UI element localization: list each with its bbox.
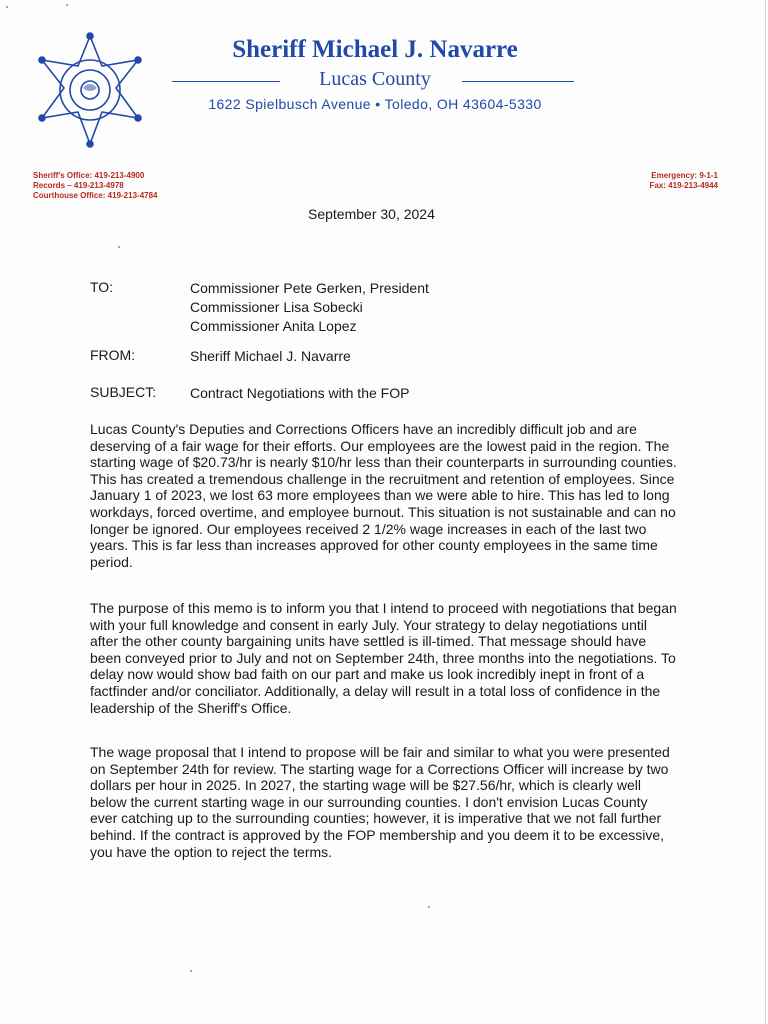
- county-row: [170, 68, 580, 94]
- recipient: Commissioner Lisa Sobecki: [190, 299, 363, 315]
- scan-edge: [765, 0, 766, 1024]
- contact-line: Courthouse Office: 419-213-4784: [33, 191, 158, 200]
- office-contacts: [33, 171, 158, 201]
- recipient: Commissioner Pete Gerken, President: [190, 280, 429, 296]
- contact-line: Records – 419-213-4978: [33, 181, 124, 190]
- subject-value: Contract Negotiations with the FOP: [190, 385, 410, 401]
- contact-line: Emergency: 9-1-1: [651, 171, 718, 180]
- body-paragraph-2: The purpose of this memo is to inform you that I intend to proceed with negotiations that began with your full knowledge and consent in early July. Your strategy to delay negotiations until after the other county bargaining units have settled is ill-timed. That message should have been conveyed prior to July and not on September 24th, three months into the negotiations. To delay now would show bad faith on our part and make us look incredibly inept in front of a factfinder and/or conciliator. Additionally, a delay will result in a total loss of confidence in the leadership of the Sheriff's Office.: [90, 600, 677, 716]
- to-recipients: [190, 279, 429, 336]
- contact-line: Sheriff's Office: 419-213-4900: [33, 171, 145, 180]
- county-name: Lucas County: [319, 68, 431, 90]
- contact-line: Fax: 419-213-4944: [649, 181, 718, 190]
- to-label: TO:: [90, 279, 114, 295]
- divider-right: [462, 81, 574, 82]
- memo-date: September 30, 2024: [308, 206, 435, 222]
- sheriff-star-badge-icon: [28, 30, 152, 154]
- scan-speck: [118, 246, 120, 248]
- body-paragraph-3: The wage proposal that I intend to propose will be fair and similar to what you were presented on September 24th for review. The starting wage for a Corrections Officer will increase by two dollars per hour in 2025. In 2027, the starting wage will be $27.56/hr, which is clearly well below the current starting wage in our surrounding counties. I don't envision Lucas County ever catching up to the surrounding counties; however, it is imperative that we not fall further behind. If the contract is approved by the FOP membership and you deem it to be excessive, you have the option to reject the terms.: [90, 744, 670, 860]
- scan-speck: [6, 6, 8, 8]
- recipient: Commissioner Anita Lopez: [190, 318, 357, 334]
- scan-speck: [428, 906, 430, 908]
- subject-label: SUBJECT:: [90, 384, 157, 400]
- body-paragraph-1: Lucas County's Deputies and Corrections Officers have an incredibly difficult job and are deserving of a fair wage for their efforts. Our employees are the lowest paid in the region. The starting wage of $20.73/hr is nearly $10/hr less than their counterparts in surrounding counties. This has created a tremendous challenge in the recruitment and retention of employees. Since January 1 of 2023, we lost 63 more employees than we were able to hire. This has led to long workdays, forced overtime, and employee burnout. This situation is not sustainable and can no longer be ignored. Our employees received 2 1/2% wage increases in each of the last two years. This is far less than increases approved for other county employees in the same time period.: [90, 421, 677, 570]
- scan-speck: [190, 970, 192, 972]
- scan-speck: [66, 4, 68, 6]
- from-value: Sheriff Michael J. Navarre: [190, 348, 351, 364]
- emergency-contacts: [650, 171, 719, 191]
- sheriff-name-heading: Sheriff Michael J. Navarre: [232, 36, 518, 63]
- office-address: 1622 Spielbusch Avenue • Toledo, OH 43604-5330: [208, 96, 542, 112]
- from-label: FROM:: [90, 347, 136, 363]
